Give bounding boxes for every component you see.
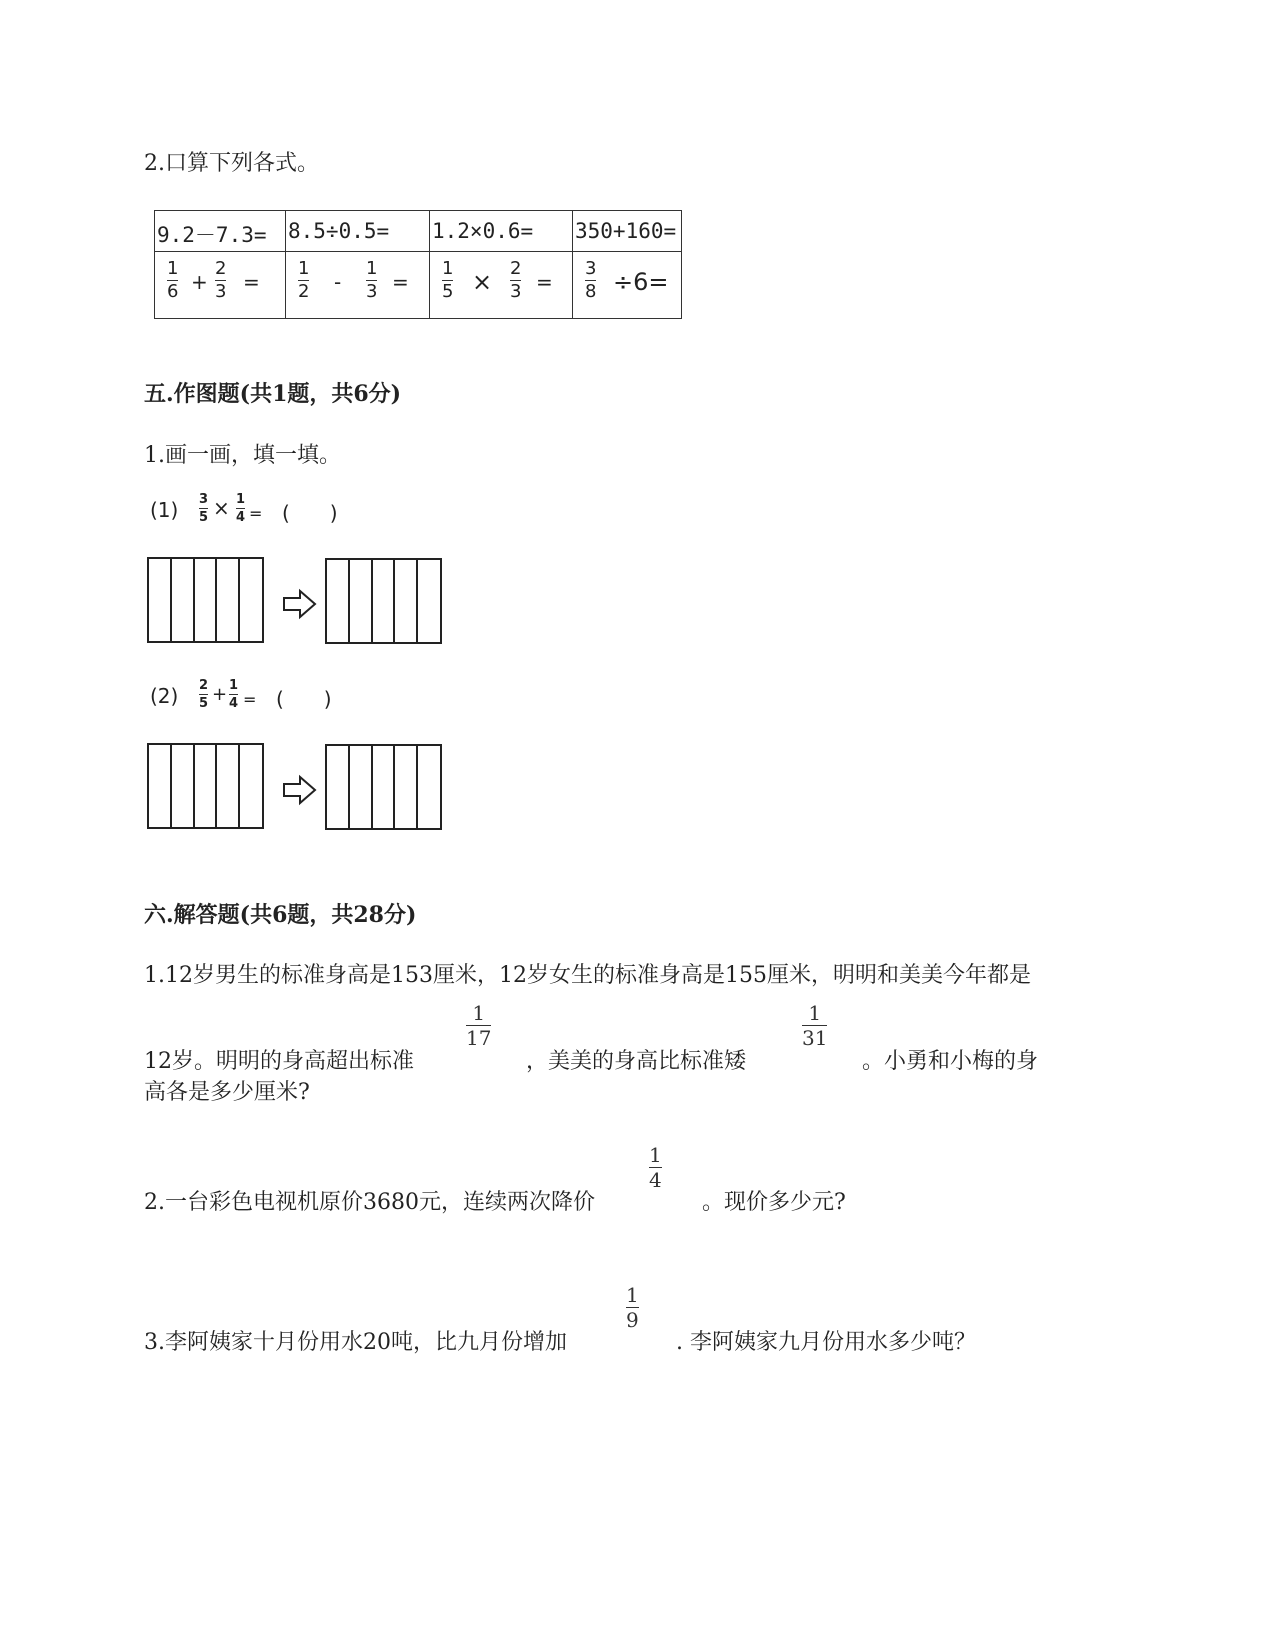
fraction: 1 4 bbox=[649, 1143, 662, 1192]
fraction: 2 3 bbox=[510, 258, 522, 302]
fraction: 2 5 bbox=[199, 678, 209, 711]
expression: 8.5÷0.5= bbox=[288, 219, 390, 243]
expression: 350+160= bbox=[575, 219, 677, 243]
arithmetic-table bbox=[154, 210, 682, 319]
fraction: 3 8 bbox=[585, 258, 597, 302]
fraction-grid[interactable] bbox=[325, 558, 442, 644]
fraction: 1 4 bbox=[229, 678, 239, 711]
operator: - bbox=[334, 270, 342, 294]
question-text: 高各是多少厘米? bbox=[144, 1080, 310, 1105]
question-text: ，美美的身高比标准矮 bbox=[526, 1049, 747, 1074]
table-cell bbox=[286, 252, 430, 319]
equals: ÷6= bbox=[613, 268, 669, 296]
fraction: 1 3 bbox=[366, 258, 378, 302]
table-cell bbox=[155, 211, 286, 252]
table-cell bbox=[573, 211, 682, 252]
section-heading: 六.解答题(共6题，共28分) bbox=[144, 902, 417, 928]
expression: 9.2－7.3= bbox=[157, 223, 267, 247]
table-cell bbox=[573, 252, 682, 319]
operator: + bbox=[191, 270, 208, 294]
section-heading: 五.作图题(共1题，共6分) bbox=[144, 381, 402, 407]
table-cell bbox=[430, 211, 573, 252]
fraction: 1 2 bbox=[298, 258, 310, 302]
table-cell bbox=[430, 252, 573, 319]
equals: = bbox=[243, 690, 257, 709]
question-text: 12岁。明明的身高超出标准 bbox=[144, 1049, 414, 1074]
part-label: (2) bbox=[150, 684, 179, 708]
answer-blank[interactable]: ( ) bbox=[282, 501, 338, 525]
fraction: 1 31 bbox=[802, 1001, 828, 1050]
operator: × bbox=[213, 496, 230, 520]
fraction-grid[interactable] bbox=[147, 557, 264, 643]
equals: = bbox=[243, 270, 260, 294]
equals: = bbox=[249, 504, 263, 523]
fraction: 1 4 bbox=[236, 492, 246, 525]
question-text: 。小勇和小梅的身 bbox=[862, 1049, 1039, 1074]
fraction: 1 17 bbox=[466, 1001, 492, 1050]
equals: = bbox=[392, 270, 409, 294]
fraction-grid[interactable] bbox=[147, 743, 264, 829]
table-cell bbox=[286, 211, 430, 252]
question-text: 1.12岁男生的标准身高是153厘米，12岁女生的标准身高是155厘米，明明和美美今年都是 bbox=[144, 963, 1031, 988]
table-row bbox=[155, 211, 682, 252]
expression: 1.2×0.6= bbox=[432, 219, 534, 243]
table-row bbox=[155, 252, 682, 319]
operator: × bbox=[472, 268, 493, 296]
question-text: 3.李阿姨家十月份用水20吨，比九月份增加 bbox=[144, 1330, 567, 1355]
operator: + bbox=[212, 684, 228, 705]
fraction: 3 5 bbox=[199, 492, 209, 525]
question-title: 2.口算下列各式。 bbox=[144, 151, 319, 176]
fraction: 1 6 bbox=[167, 258, 179, 302]
fraction: 2 3 bbox=[215, 258, 227, 302]
table-cell bbox=[155, 252, 286, 319]
question-text: . 李阿姨家九月份用水多少吨？ bbox=[676, 1330, 976, 1355]
fraction-grid[interactable] bbox=[325, 744, 442, 830]
question-title: 1.画一画，填一填。 bbox=[144, 443, 341, 468]
answer-blank[interactable]: ( ) bbox=[276, 687, 332, 711]
part-label: (1) bbox=[150, 498, 179, 522]
question-text: 。现价多少元? bbox=[702, 1190, 846, 1215]
arrow-right-icon bbox=[282, 774, 318, 806]
equals: = bbox=[536, 270, 553, 294]
question-text: 2.一台彩色电视机原价3680元，连续两次降价 bbox=[144, 1190, 595, 1215]
fraction: 1 9 bbox=[626, 1283, 639, 1332]
arrow-right-icon bbox=[282, 588, 318, 620]
fraction: 1 5 bbox=[442, 258, 454, 302]
